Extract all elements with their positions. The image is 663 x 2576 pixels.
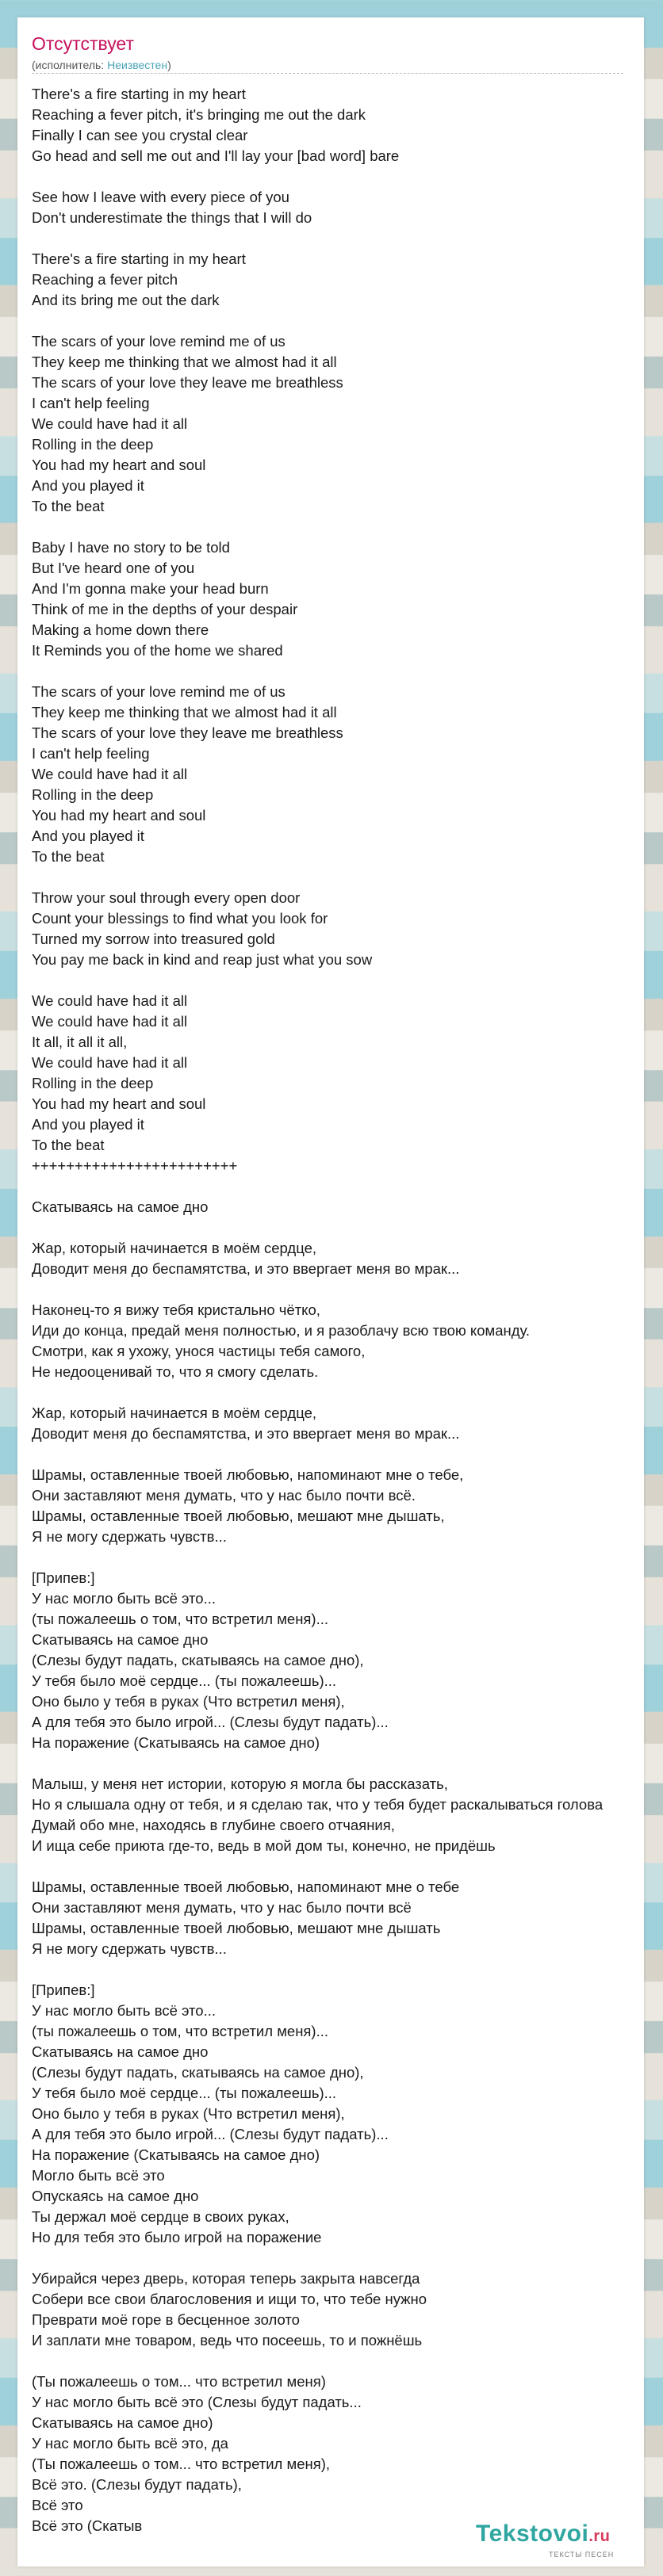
lyric-line: I can't help feeling	[32, 395, 150, 411]
lyric-line: They keep me thinking that we almost had it all	[32, 704, 337, 720]
lyric-line: Преврати моё горе в бесценное золото	[32, 2311, 300, 2328]
lyric-line: На поражение (Скатываясь на самое дно)	[32, 2146, 320, 2163]
song-title: Отсутствует	[32, 33, 134, 54]
lyric-line	[32, 1753, 663, 1774]
lyric-line: To the beat	[32, 1137, 105, 1153]
lyric-line	[32, 661, 663, 682]
lyric-line: Throw your soul through every open door	[32, 889, 301, 906]
lyric-line: У нас могло быть всё это, да	[32, 2435, 228, 2452]
lyric-line: The scars of your love they leave me breathless	[32, 724, 343, 741]
lyric-line: Наконец-то я вижу тебя кристально чётко,	[32, 1301, 320, 1318]
lyric-line: Доводит меня до беспамятства, и это ввергает меня во мрак...	[32, 1260, 460, 1277]
lyric-line: The scars of your love they leave me breathless	[32, 374, 343, 391]
lyric-line: Шрамы, оставленные твоей любовью, мешают мне дышать,	[32, 1508, 445, 1524]
lyric-line: Скатываясь на самое дно	[32, 1198, 209, 1215]
lyric-line	[32, 1444, 663, 1465]
watermark-tagline: ТЕКСТЫ ПЕСЕН	[549, 2551, 615, 2559]
lyric-line: We could have had it all	[32, 766, 188, 782]
watermark-logo	[476, 2521, 610, 2547]
lyric-line: Making a home down there	[32, 621, 209, 638]
lyric-line: На поражение (Скатываясь на самое дно)	[32, 1734, 320, 1751]
lyric-line: We could have had it all	[32, 1013, 188, 1030]
lyric-line: Жар, который начинается в моём сердце,	[32, 1240, 317, 1256]
lyric-line: It Reminds you of the home we shared	[32, 642, 283, 659]
lyric-line: У нас могло быть всё это...	[32, 2002, 217, 2019]
lyric-line: Turned my sorrow into treasured gold	[32, 931, 275, 947]
lyric-line: Не недооценивай то, что я смогу сделать.	[32, 1363, 319, 1380]
lyric-line: They keep me thinking that we almost had it all	[32, 354, 337, 370]
lyrics-text	[32, 84, 663, 2536]
lyric-line: И ища себе приюта где-то, ведь в мой дом ты, конечно, не придёшь	[32, 1837, 496, 1854]
lyric-line: Скатываясь на самое дно	[32, 1631, 209, 1648]
lyric-line: Ты держал моё сердце в своих руках,	[32, 2208, 289, 2225]
lyric-line: We could have had it all	[32, 415, 188, 432]
lyric-line: I can't help feeling	[32, 745, 150, 762]
lyric-line	[32, 1176, 663, 1197]
lyric-line: Don't underestimate the things that I will do	[32, 209, 312, 226]
lyric-line	[32, 1547, 663, 1568]
lyric-line	[32, 1279, 663, 1300]
lyric-line	[32, 2248, 663, 2268]
lyric-line: Оно было у тебя в руках (Что встретил меня),	[32, 2105, 345, 2122]
lyric-line: Я не могу сдержать чувств...	[32, 1528, 227, 1545]
lyric-line: (Слезы будут падать, скатываясь на самое дно),	[32, 2064, 364, 2081]
lyric-line: Think of me in the depths of your despair	[32, 601, 298, 617]
lyric-line: It all, it all it all,	[32, 1034, 128, 1050]
lyric-line	[32, 867, 663, 888]
lyric-line: There's a fire starting in my heart	[32, 86, 246, 102]
lyric-line	[32, 1959, 663, 1980]
lyric-line: Но я слышала одну от тебя, и я сделаю так, что у тебя будет раскалываться голова	[32, 1796, 604, 1813]
lyric-line: And you played it	[32, 477, 144, 494]
lyric-line: Малыш, у меня нет истории, которую я могла бы рассказать,	[32, 1775, 448, 1792]
lyric-line: (ты пожалеешь о том, что встретил меня)...	[32, 2023, 329, 2039]
lyric-line	[32, 311, 663, 331]
lyric-line: (Слезы будут падать, скатываясь на самое дно),	[32, 1652, 364, 1668]
lyric-line: Оно было у тебя в руках (Что встретил меня),	[32, 1693, 345, 1710]
lyric-line: Шрамы, оставленные твоей любовью, мешают мне дышать	[32, 1920, 441, 1936]
lyric-line: See how I leave with every piece of you	[32, 189, 289, 205]
lyric-line: We could have had it all	[32, 992, 188, 1009]
lyric-line: Но для тебя это было игрой на поражение	[32, 2229, 322, 2245]
lyric-line: Думай обо мне, находясь в глубине своего отчаяния,	[32, 1817, 395, 1833]
lyric-line: You pay me back in kind and reap just what you sow	[32, 951, 373, 968]
lyric-line: Убирайся через дверь, которая теперь закрыта навсегда	[32, 2270, 420, 2287]
lyric-line: Могло быть всё это	[32, 2167, 165, 2184]
lyric-line: Скатываясь на самое дно	[32, 2043, 209, 2060]
lyric-line: Go head and sell me out and I'll lay your [bad word] bare	[32, 147, 400, 164]
lyric-line: И заплати мне товаром, ведь что посеешь, то и пожнёшь	[32, 2332, 423, 2349]
lyric-line: А для тебя это было игрой... (Слезы будут падать)...	[32, 1714, 389, 1730]
lyric-line: У тебя было моё сердце... (ты пожалеешь)...	[32, 1672, 337, 1689]
artist-suffix: )	[167, 59, 171, 71]
lyric-line: We could have had it all	[32, 1054, 188, 1071]
lyric-line: У тебя было моё сердце... (ты пожалеешь)...	[32, 2085, 337, 2101]
lyric-line: Смотри, как я ухожу, унося частицы тебя самого,	[32, 1343, 366, 1359]
lyric-line: Rolling in the deep	[32, 1075, 154, 1091]
lyric-line: Rolling in the deep	[32, 436, 154, 453]
lyric-line: You had my heart and soul	[32, 807, 206, 824]
artist-line	[32, 59, 171, 71]
lyric-line: Иди до конца, предай меня полностью, и я разоблачу всю твою команду.	[32, 1322, 531, 1339]
lyric-line: Скатываясь на самое дно)	[32, 2414, 213, 2431]
lyric-line: Reaching a fever pitch	[32, 271, 178, 288]
lyric-line: Шрамы, оставленные твоей любовью, напоминают мне о тебе,	[32, 1466, 464, 1483]
watermark-brand: Tekstovoi	[476, 2521, 589, 2547]
lyric-line: А для тебя это было игрой... (Слезы будут падать)...	[32, 2126, 389, 2142]
lyric-line: Count your blessings to find what you look for	[32, 910, 328, 927]
lyric-line: Я не могу сдержать чувств...	[32, 1940, 227, 1957]
lyric-line	[32, 1217, 663, 1238]
lyric-line: Они заставляют меня думать, что у нас было почти всё.	[32, 1487, 416, 1504]
lyric-line: And you played it	[32, 827, 144, 844]
lyric-line: Опускаясь на самое дно	[32, 2188, 199, 2204]
lyric-line: You had my heart and soul	[32, 1095, 206, 1112]
lyric-line: The scars of your love remind me of us	[32, 683, 286, 700]
lyric-line: Жар, который начинается в моём сердце,	[32, 1405, 317, 1421]
lyrics-card	[17, 17, 644, 2566]
lyric-line: There's a fire starting in my heart	[32, 250, 246, 267]
lyric-line: Finally I can see you crystal clear	[32, 127, 248, 143]
lyric-line: Шрамы, оставленные твоей любовью, напоминают мне о тебе	[32, 1878, 460, 1895]
lyric-line: (Ты пожалеешь о том... что встретил меня)	[32, 2373, 326, 2390]
lyric-line	[32, 166, 663, 187]
watermark-tld: .ru	[588, 2528, 611, 2545]
lyric-line: Baby I have no story to be told	[32, 539, 230, 556]
header-divider	[32, 73, 623, 74]
lyric-line: But I've heard one of you	[32, 560, 195, 576]
lyric-line: [Припев:]	[32, 1569, 95, 1586]
lyric-line: (Ты пожалеешь о том... что встретил меня),	[32, 2456, 331, 2472]
lyric-line: And you played it	[32, 1116, 144, 1133]
lyric-line: And its bring me out the dark	[32, 292, 220, 308]
lyric-line: Они заставляют меня думать, что у нас было почти всё	[32, 1899, 412, 1916]
lyric-line: Собери все свои благословения и ищи то, что тебе нужно	[32, 2291, 427, 2307]
artist-link[interactable]: Неизвестен	[107, 59, 168, 71]
lyric-line: To the beat	[32, 498, 105, 514]
lyric-line: The scars of your love remind me of us	[32, 333, 286, 350]
site-watermark[interactable]	[476, 2521, 650, 2565]
lyric-line: [Припев:]	[32, 1982, 95, 1998]
lyric-line: (ты пожалеешь о том, что встретил меня)...	[32, 1611, 329, 1627]
lyric-line	[32, 970, 663, 991]
lyric-line	[32, 1382, 663, 1403]
lyric-line: And I'm gonna make your head burn	[32, 580, 269, 597]
lyric-line	[32, 2351, 663, 2372]
lyric-line	[32, 228, 663, 249]
lyric-line: Всё это. (Слезы будут падать),	[32, 2476, 242, 2493]
lyric-line: У нас могло быть всё это (Слезы будут падать...	[32, 2394, 362, 2410]
artist-prefix: (исполнитель:	[32, 59, 108, 71]
lyric-line: To the beat	[32, 848, 105, 865]
lyric-line: You had my heart and soul	[32, 457, 206, 473]
lyric-line: Reaching a fever pitch, it's bringing me out the dark	[32, 106, 366, 123]
lyric-line: Всё это (Скатыв	[32, 2517, 143, 2534]
lyric-line: У нас могло быть всё это...	[32, 1590, 217, 1607]
lyric-line: Всё это	[32, 2497, 83, 2513]
lyric-line: ++++++++++++++++++++++++	[32, 1157, 238, 1174]
lyric-line: Доводит меня до беспамятства, и это ввергает меня во мрак...	[32, 1425, 460, 1442]
lyric-line: Rolling in the deep	[32, 786, 154, 803]
lyric-line	[32, 1856, 663, 1877]
lyric-line	[32, 517, 663, 537]
